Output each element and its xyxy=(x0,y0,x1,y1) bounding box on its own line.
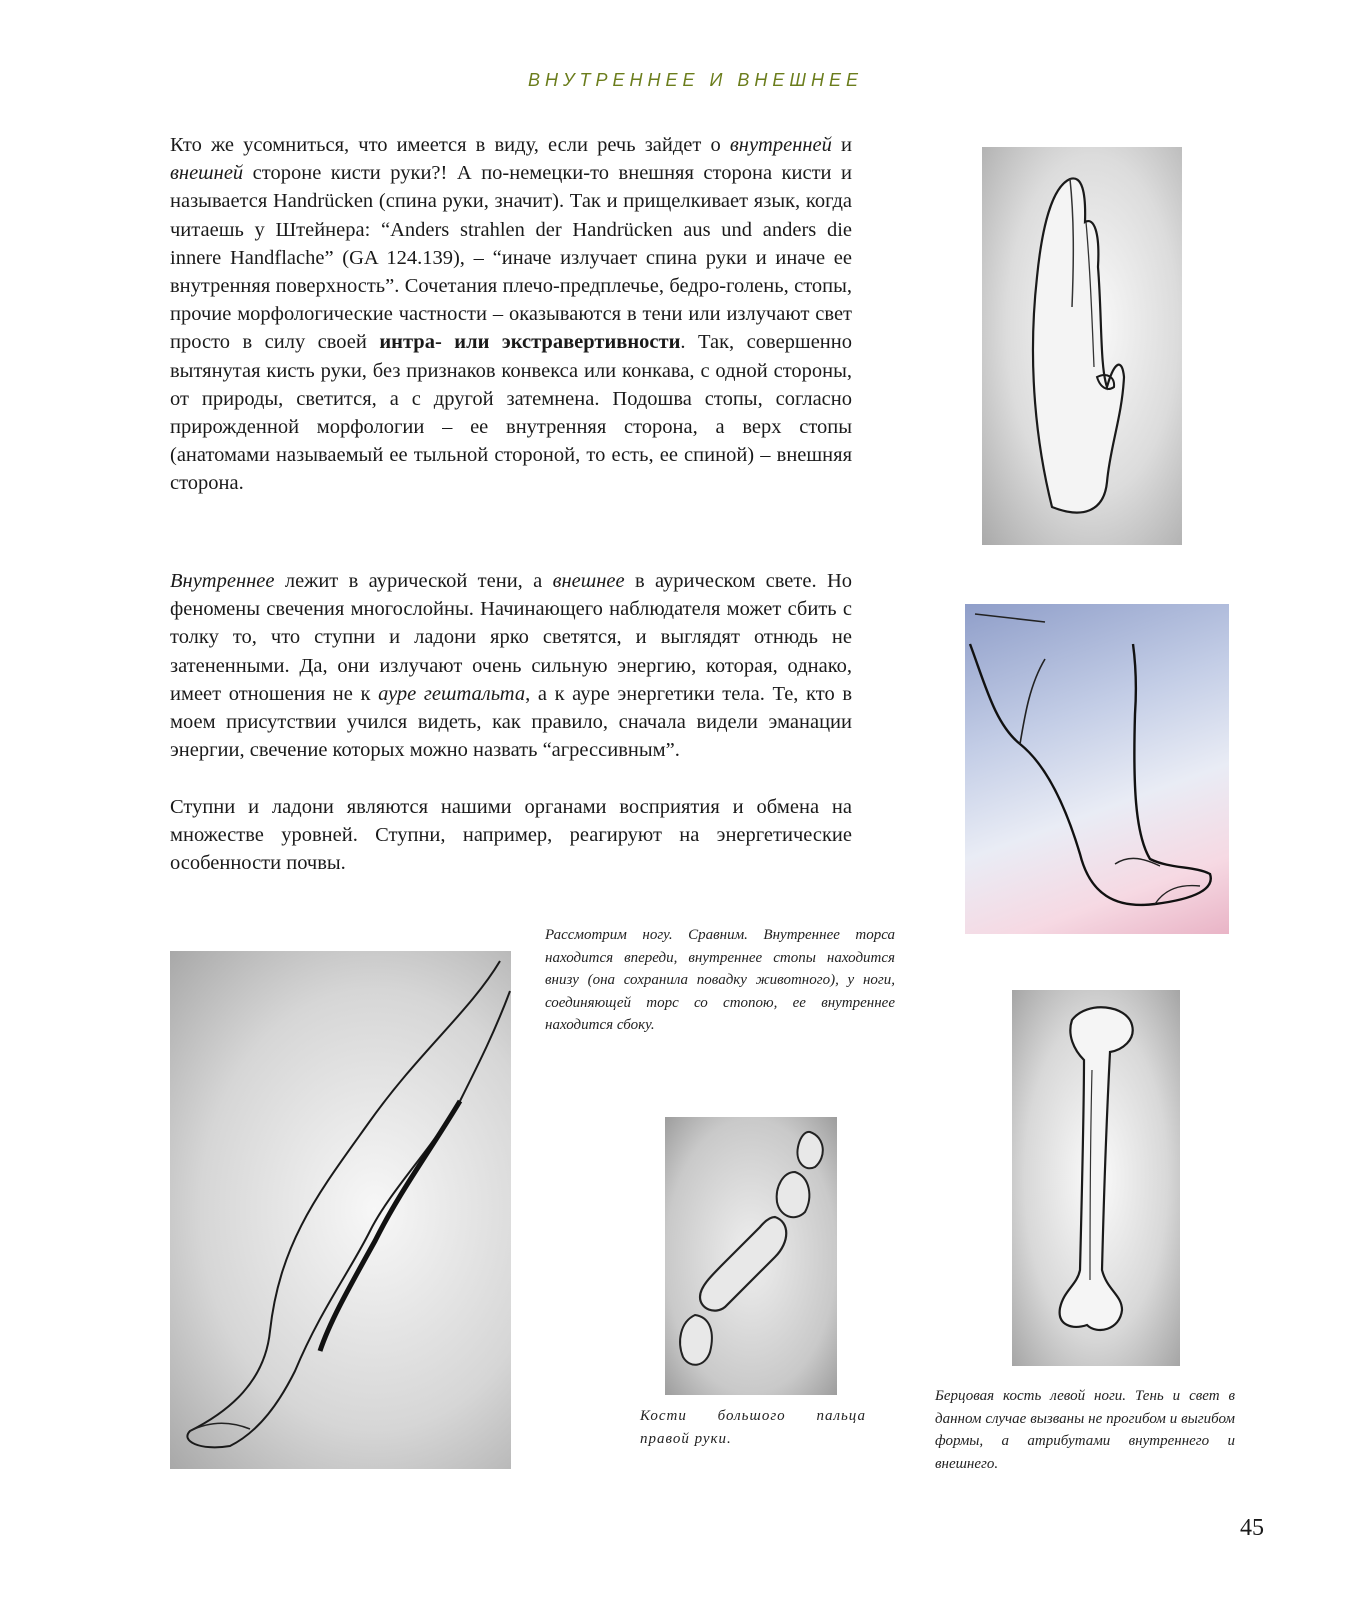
leg-illustration xyxy=(170,951,511,1469)
running-head: ВНУТРЕННЕЕ И ВНЕШНЕЕ xyxy=(528,70,863,90)
caption-leg: Рассмотрим ногу. Сравним. Внутреннее торса находится впереди, внутреннее стопы находится внизу (она сохранила повадку животного), у ноги, соединяющей торс со стопою, ее внутреннее находится сбоку. xyxy=(545,927,895,1033)
italic-term: внешнее xyxy=(552,570,625,592)
paragraph-aura xyxy=(170,567,852,764)
thumb-bones-illustration xyxy=(665,1117,837,1395)
text-span: и xyxy=(831,134,852,156)
tibia-bone-illustration xyxy=(1012,990,1180,1366)
hand-illustration xyxy=(982,147,1182,545)
leg-drawing xyxy=(170,951,511,1469)
text-span: . Так, совершенно вытянутая кисть руки, без признаков конвекса или конкава, с одной стороны, от природы, светится, а с другой затемнена. Подошва стопы, согласно прирожденной морфологии – ее внутренняя сторона, а верх стопы (анатомами называемый ее тыльной стороной, то есть, ее спиной) – внешняя сторона. xyxy=(170,331,852,495)
caption-tibia-bone: Берцовая кость левой ноги. Тень и свет в данном случае вызваны не прогибом и выгибом формы, а атрибутами внутреннего и внешнего. xyxy=(935,1388,1235,1472)
italic-term: внешней xyxy=(170,162,244,185)
foot-drawing xyxy=(965,604,1229,934)
text-span: Кто же усомниться, что имеется в виду, если речь зайдет о xyxy=(170,134,730,156)
paragraph-text: Ступни и ладони являются нашими органами восприятия и обмена на множестве уровней. Ступни, например, реагируют на энергетические особенности почвы. xyxy=(170,796,852,875)
text-span: стороне кисти руки?! А по-немецки-то внешняя сторона кисти и называется Handrücken (спина руки, значит). Так и прищелкивает язык, когда читаешь у Штейнера: “Anders strahlen der Handrücken aus und anders die innere Handflache” (GA 124.139), – “иначе излучает спина руки и иначе ее внутренняя поверхность”. Сочетания плечо-предплечье, бедро-голень, стопы, прочие морфологические частности – оказываются в тени или излучают свет просто в силу своей xyxy=(170,162,852,354)
text-span: лежит в аурической тени, а xyxy=(274,570,553,592)
italic-term: Внутреннее xyxy=(170,570,275,592)
bold-term: интра- или экстравертивности xyxy=(379,331,681,354)
thumb-bones-drawing xyxy=(665,1117,837,1395)
foot-illustration xyxy=(965,604,1229,934)
paragraph-hand xyxy=(170,131,852,498)
caption-thumb-bones: Кости большого пальца правой руки. xyxy=(640,1408,866,1447)
italic-term: ауре гештальта xyxy=(378,682,526,705)
text-span: в аурическом свете. Но феномены свечения многослойны. Начинающего наблюдателя может сбить с толку то, что ступни и ладони ярко светятся, и выглядят отнюдь не затененными. Да, они излучают очень сильную энергию, которая, однако, имеет отношения не к xyxy=(170,570,852,705)
hand-drawing xyxy=(982,147,1182,545)
italic-term: внутренней xyxy=(729,134,832,156)
page-number: 45 xyxy=(1240,1515,1264,1541)
paragraph-feet xyxy=(170,793,852,878)
text-span: , а к ауре энергетики тела. Те, кто в моем присутствии учился видеть, как правило, сначала видели эманации энергии, свечение которых можно назвать “агрессивным”. xyxy=(170,682,853,762)
tibia-bone-drawing xyxy=(1012,990,1180,1366)
